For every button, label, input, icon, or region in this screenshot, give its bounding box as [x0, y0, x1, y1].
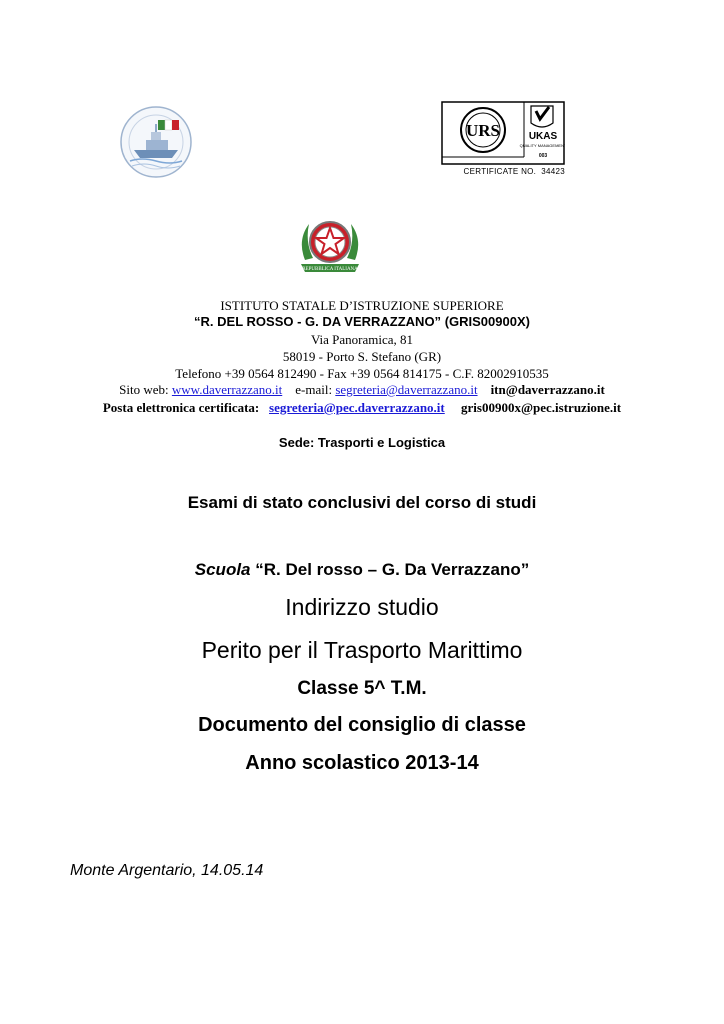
phone-line: [0, 366, 724, 381]
email2-text: itn@daverrazzano.it: [490, 382, 605, 397]
pec-label: Posta elettronica certificata:: [102, 400, 260, 415]
specialization-text: Perito per il Trasporto Marittimo: [201, 637, 523, 663]
certificate-value: 34423: [541, 167, 565, 176]
address-title: [0, 592, 724, 622]
pec-email2-text: gris00900x@pec.istruzione.it: [461, 400, 622, 415]
address-street: Via Panoramica, 81: [310, 332, 414, 347]
certificate-prefix: CERTIFICATE NO.: [463, 167, 537, 176]
seat-text: Sede: Trasporti e Logistica: [278, 435, 446, 450]
document-line: [0, 712, 724, 738]
phone-text: Telefono +39 0564 812490 - Fax +39 0564 814175 - C.F. 82002910535: [175, 366, 549, 381]
address-line-2: [0, 349, 724, 364]
email-link[interactable]: segreteria@daverrazzano.it: [335, 382, 478, 397]
ukas-num: 003: [538, 153, 548, 159]
school-logo: [118, 104, 194, 180]
ship-emblem-icon: [118, 104, 194, 180]
certification-block: [441, 101, 565, 179]
school-year-text: Anno scolastico 2013-14: [245, 752, 479, 774]
class-line: [0, 677, 724, 701]
contacts-line: [0, 382, 724, 397]
certificate-number: [441, 167, 565, 176]
website-link[interactable]: www.daverrazzano.it: [171, 382, 283, 397]
republic-emblem: [295, 214, 365, 280]
website-label: Sito web:: [119, 382, 169, 397]
institute-type: [0, 298, 724, 313]
urs-label: URS: [465, 121, 501, 140]
exam-title: [0, 493, 724, 513]
emblem-ribbon: REPUBBLICA ITALIANA: [302, 267, 358, 272]
institute-type-text: ISTITUTO STATALE D’ISTRUZIONE SUPERIORE: [220, 298, 504, 313]
address-title-text: Indirizzo studio: [285, 594, 439, 620]
address-city: 58019 - Porto S. Stefano (GR): [282, 349, 442, 364]
italian-republic-emblem-icon: [295, 214, 365, 280]
place-date: [70, 862, 263, 880]
urs-ukas-logo: [441, 101, 565, 165]
ukas-sub: QUALITY MANAGEMENT: [519, 143, 565, 148]
ukas-label: UKAS: [528, 131, 558, 142]
school-year-line: [0, 750, 724, 776]
school-line: [0, 560, 724, 580]
school-name: “R. Del rosso – G. Da Verrazzano”: [255, 560, 530, 579]
document-text: Documento del consiglio di classe: [198, 714, 526, 736]
institute-name-line: [0, 314, 724, 329]
pec-email-link[interactable]: segreteria@pec.daverrazzano.it: [269, 400, 445, 415]
specialization: [0, 635, 724, 665]
seat-line: [0, 435, 724, 450]
class-text: Classe 5^ T.M.: [297, 678, 427, 699]
email-label: e-mail:: [295, 382, 333, 397]
address-line-1: [0, 332, 724, 347]
institute-code: (GRIS00900X): [444, 314, 530, 329]
pec-line: [0, 400, 724, 415]
exam-title-text: Esami di stato conclusivi del corso di studi: [187, 493, 537, 512]
institute-name: “R. DEL ROSSO - G. DA VERRAZZANO”: [194, 314, 442, 329]
place-date-text: Monte Argentario, 14.05.14: [70, 862, 264, 879]
school-label: Scuola: [194, 560, 251, 579]
